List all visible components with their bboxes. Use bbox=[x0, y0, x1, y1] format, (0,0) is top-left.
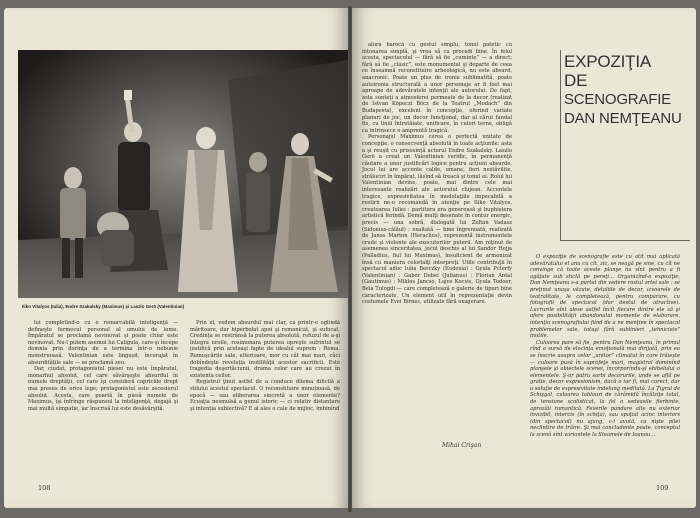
title-vertical-rule bbox=[560, 50, 561, 240]
paragraph: lui completînd-o cu o remarcabilă inteligenţă — defineşte fermecul personal al omului de lume. Împăratul se proclamă nevinovat şi poate chiar este nevinovat. Nu-l putem asemui lui Caligula, care-şi începe domnia prin dorinţa de a termina într-o nebunie monstruoasă. Valentinian este lingușit, încurajat în absurditățile sale — se proclamă zeu. bbox=[28, 320, 178, 366]
title-line: DE bbox=[564, 71, 588, 90]
author-signature: Mihai Crişan bbox=[442, 442, 482, 449]
title-line: EXPOZIŢIA bbox=[564, 52, 651, 71]
page-number: 108 bbox=[38, 484, 51, 492]
title-line: SCENOGRAFIE bbox=[564, 91, 671, 108]
paragraph: O expoziţie de scenografie este cu atît mai aplicată adevăratului el anu cu cît, zic, se neagă pe sine, cu cît ne convinge că toate aceste planşe nu sînt pentru a fi agăţate sub sticlă pe pereţi... Organizînd-o expoziţie, Dan Nemţeanu s-a purtat din vedere rostul artei sale : se preţinut unaşa văzute, detaliile de decor, izvoarele de teatralitate, le completează, pentru comparare, cu fotografii de spectacol (dar destul de atractive). Lucrurile sînt alese astfel încît fiecare dintre ele să şi ofere posibilităţii abandonului momente de elaborare, intenţia scenografiului fiind de a ne menţine în spectacol problemelor sale, totuşi fără sublinieri „tehniciste” inutile. bbox=[530, 254, 680, 340]
stage-photo bbox=[18, 50, 348, 298]
paragraph: Prin el, vedem absurdul mai clar, ca printr-o oglindă măritoare, dar hiperbolat apoi şi remanicat, şi sufocat. Credința se restrânsă la puterea absolută, refuzul de a-şi întegra uroile, rosimonara puterea opreşte sufrintul se justifică prin aceleaşi fapte de idealul suprem : Roma. Remuşcările sale, ulterioare, mor cu cât mai mari, căci dobîndeşte revelaţia inutilităţii acestor sacrificii. Este tragedia deşertăciunii, drama celor care au crezut în existenta ceilor. bbox=[190, 320, 340, 379]
page-number: 109 bbox=[656, 484, 669, 492]
paragraph: Personajul Maximus cerea o perfectă unitate de concepţie, o consecvenţă absolută în toate acţiunile: asta a şi reuşit cu prisosinţă actorul Endre Szakalsky. Laszlo Gerö a creat un Valentinian veridic, în permanenţă căutare a unor justificări logice pentru acţiuni absurde. Jocul lui are accente calde, umane, fiori nestăvilite, străluciri în împărat, lăsînd să treacă şi tonul ei. Rolul lui Valentinian devine, poate, mai dintre cele mai interesante realizări ale actorului clujean. Accentele tragice, expresivitatea în modulaţiile impecabilă a rostirii ne-o recomandă în atenţie pe Iliko Vitalyos, creatoarea Iuliei : partitura era generoasă şi buphiștera artistică ferindă. Demă mulţi desenate în contur energic, precis — una sobră, dialogată lui Zoltan Vadasz (Sidonius-călăul) : exaltată — bine îngrenoată, realizată de Janos Marton (Heraclius), reprezentă instrumentele crude şi violente ale executorilor puterii. Am reţinut de asemenea sinceritatea, jocul deschis al lui Sandor Hejja (Palladius, fiul lui Maximus), însuficient de armonizat însă cu maniera celorlalţi interpreţi. Utile contribuţii în spectacol aduc Iulia Berczky (Eudoxia) : Gyula Pcterfy (Valentinian) : Gabor Debei (Julianus) : Florian Antal (Gautimus) : Miklos Jancso, Lajos Kocsis, Gyula Todoer, Bela Tulogdi — care completează o galerie de tipuri bine caracterizate. Un element util în reprezentaţie devin costumele Evei Birnes, utilizate fără exagerare. bbox=[362, 134, 512, 306]
stage-scene-illustration bbox=[18, 50, 348, 298]
paragraph: Culoarea pare să fie, pentru Dan Nemţeanu, în primul rînd o sursă de elocinţa emoţională mai dirijată, prin ea se înscrie asupra celor „unitor” climatul în care trăieşte — culoare pusă în suprafeţe mari, magistral dominînd planşele şi obiectele scenei, încorporîndu-şi ebibelului o elementele. Ş-or patru sorbi decorurile, unde se află pe gratie, decor expresionism, dacă o iar fi, mai corect, dar o soluţie de expresivitate indelung meditată. La Ţigrul de Schişgal, culoarea tablouri de cărămidă încălziţe total, de tensiune scolisticat, la fel o sedeasile fierbinte, aprozăii romantică. Feverile pandare alte nu exterior invizibil, intercis (în schiţa), sau spaţial acinc interiors (din spectacol) nu ajung, c-i avută, ca nişte pilei neclintire de trăire. Şi mai concludente poate, conceptul la scenă sînt variantele la Steamele de Ioanou... bbox=[530, 339, 680, 439]
right-column-2 bbox=[530, 254, 680, 484]
title-line: DAN NEMŢEANU bbox=[564, 110, 682, 127]
paragraph: alura barocă cu gestul simplu, tonul patetic cu intonarea simplă, şi vrea să ca procedi bine. În felul acesta, spectacolul — fără să fie „cuminte” — a direct; fără să fie „clasic”, este monumental şi departe de ceea ce înseamnă reconstituire arheologică, nu este absurd, anacronic. Poate un plus de ironie sublimatită, poate autoironia structurală a unor personaje ar fi fost mai aproape de adevăratele intenţii ale autorului. De fapt, asta sunteţi a atmosferei permeate de la decor (realizat de Istvan Köpeczi Böcz de la Teatrul „Modach” din Budapesta), excelent în concepţie, oferind variate planuri de joc, un decor funcţional, dar al cărui fundal fix, cu liniii întretăiate, unificare, în culori terne, obligă ca intrinsece o amprentă tragică. bbox=[362, 42, 512, 134]
title-horizontal-rule bbox=[560, 240, 690, 241]
right-column-1 bbox=[362, 42, 512, 454]
left-column-2 bbox=[190, 320, 340, 484]
article-title bbox=[564, 52, 682, 128]
photo-caption: Iliko Vitalyos (Iulia), Endre Szakalsky (Maximus) şi Laszlo Gerö (Valentinian) bbox=[22, 304, 185, 309]
left-page bbox=[4, 8, 348, 508]
paragraph: Registrul ţinut astfel de a conduce dilema dificilă a stilului acestui spectacol. O reconstituire minuțioasă, de epocă — sau eliberarea sincretă a unor elemente? Ecuaţia nesmulsă a genul istoric — ci relativ distanțare şi intenția subiectivă? E al ales o cale de mijloc, îmbinînd bbox=[190, 379, 340, 412]
left-column-1 bbox=[28, 320, 178, 484]
paragraph: Dar, ciudat, protagonistul piesei nu este împăratul, monarhul absolut, cel care săvârşeşte absurdul în numele dreptăţii, cel care îşi consideră capriciile drept mai presus de orice lege; protagonistul este zecesierul absolut. Acesta, care poartă în piesă numele de Maximus, îşi înfrînge răspunsul la inteligenţă, degajă şi mai multă simpatie, iar înscrisă lui este desăvârşită. bbox=[28, 366, 178, 412]
